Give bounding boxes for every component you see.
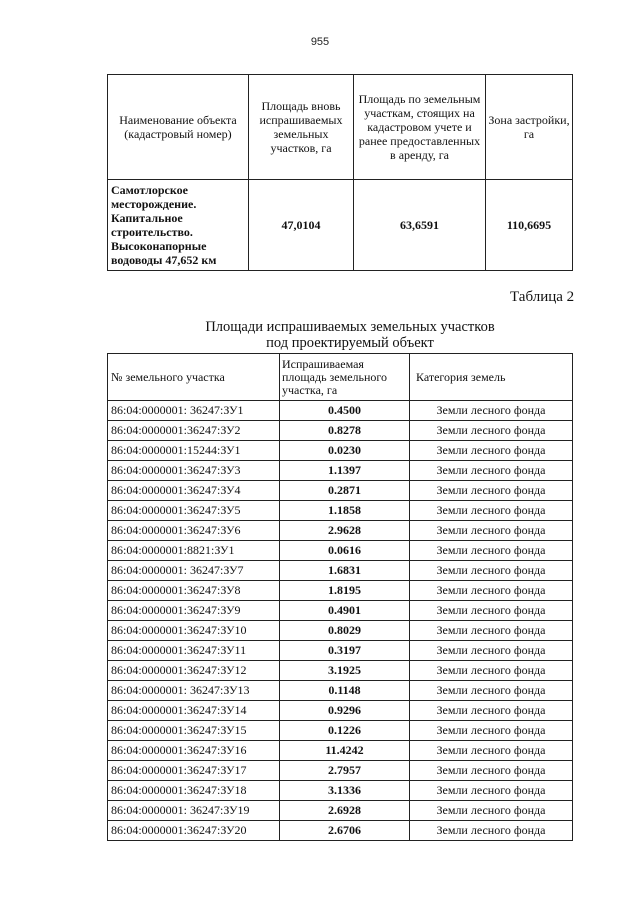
area-cell: 2.6706 [280, 821, 410, 841]
plot-number-cell: 86:04:0000001:36247:ЗУ17 [108, 761, 280, 781]
object-area-table [107, 74, 573, 271]
object-name-cell: Самотлорское месторождение. Капитальное строительство. Высоконапорные водоводы 47,652 км [108, 180, 249, 271]
land-category-cell: Земли лесного фонда [410, 821, 573, 841]
land-category-cell: Земли лесного фонда [410, 421, 573, 441]
area-cell: 2.9628 [280, 521, 410, 541]
table-row [108, 421, 573, 441]
land-category-cell: Земли лесного фонда [410, 561, 573, 581]
plot-number-cell: 86:04:0000001: 36247:ЗУ7 [108, 561, 280, 581]
plot-number-cell: 86:04:0000001:36247:ЗУ14 [108, 701, 280, 721]
area-cell: 0.8029 [280, 621, 410, 641]
plot-number-cell: 86:04:0000001:36247:ЗУ10 [108, 621, 280, 641]
table-row [108, 180, 573, 271]
land-category-cell: Земли лесного фонда [410, 521, 573, 541]
land-category-cell: Земли лесного фонда [410, 681, 573, 701]
table-row [108, 401, 573, 421]
land-category-cell: Земли лесного фонда [410, 621, 573, 641]
table-row [108, 521, 573, 541]
plot-number-cell: 86:04:0000001:36247:ЗУ4 [108, 481, 280, 501]
area-cell: 1.6831 [280, 561, 410, 581]
registered-area-cell: 63,6591 [354, 180, 486, 271]
plot-number-cell: 86:04:0000001:36247:ЗУ6 [108, 521, 280, 541]
land-category-cell: Земли лесного фонда [410, 721, 573, 741]
table-row [108, 601, 573, 621]
area-cell: 3.1336 [280, 781, 410, 801]
land-category-cell: Земли лесного фонда [410, 761, 573, 781]
land-category-cell: Земли лесного фонда [410, 661, 573, 681]
table-row [108, 781, 573, 801]
area-cell: 3.1925 [280, 661, 410, 681]
header-new-area: Площадь вновь испрашиваемых земельных участков, га [249, 75, 354, 180]
plot-number-cell: 86:04:0000001:36247:ЗУ9 [108, 601, 280, 621]
header-zone: Зона застройки, га [486, 75, 573, 180]
area-cell: 0.1226 [280, 721, 410, 741]
area-cell: 0.2871 [280, 481, 410, 501]
land-category-cell: Земли лесного фонда [410, 801, 573, 821]
land-plots-table [107, 353, 573, 841]
header-land-category: Категория земель [410, 354, 573, 401]
plot-number-cell: 86:04:0000001:36247:ЗУ3 [108, 461, 280, 481]
land-category-cell: Земли лесного фонда [410, 701, 573, 721]
table-row [108, 641, 573, 661]
table-row [108, 621, 573, 641]
land-category-cell: Земли лесного фонда [410, 461, 573, 481]
table-row [108, 501, 573, 521]
area-cell: 0.4500 [280, 401, 410, 421]
header-registered-area: Площадь по земельным участкам, стоящих на кадастровом учете и ранее предоставленных в аренду, га [354, 75, 486, 180]
table-row [108, 741, 573, 761]
plot-number-cell: 86:04:0000001:36247:ЗУ18 [108, 781, 280, 801]
land-category-cell: Земли лесного фонда [410, 441, 573, 461]
table-row [108, 541, 573, 561]
plot-number-cell: 86:04:0000001:36247:ЗУ11 [108, 641, 280, 661]
table-row [108, 821, 573, 841]
plot-number-cell: 86:04:0000001: 36247:ЗУ13 [108, 681, 280, 701]
area-cell: 0.8278 [280, 421, 410, 441]
plot-number-cell: 86:04:0000001:36247:ЗУ16 [108, 741, 280, 761]
area-cell: 11.4242 [280, 741, 410, 761]
area-cell: 2.6928 [280, 801, 410, 821]
area-cell: 0.9296 [280, 701, 410, 721]
area-cell: 0.0230 [280, 441, 410, 461]
table-row [108, 721, 573, 741]
table-header-row [108, 354, 573, 401]
area-cell: 1.1858 [280, 501, 410, 521]
plot-number-cell: 86:04:0000001: 36247:ЗУ19 [108, 801, 280, 821]
table-row [108, 461, 573, 481]
new-area-cell: 47,0104 [249, 180, 354, 271]
zone-cell: 110,6695 [486, 180, 573, 271]
header-object-name: Наименование объекта (кадастровый номер) [108, 75, 249, 180]
plot-number-cell: 86:04:0000001:8821:ЗУ1 [108, 541, 280, 561]
table-header-row [108, 75, 573, 180]
table-row [108, 441, 573, 461]
plot-number-cell: 86:04:0000001:36247:ЗУ15 [108, 721, 280, 741]
area-cell: 1.1397 [280, 461, 410, 481]
table-title-line: под проектируемый объект [266, 335, 434, 351]
area-cell: 2.7957 [280, 761, 410, 781]
land-category-cell: Земли лесного фонда [410, 601, 573, 621]
plot-number-cell: 86:04:0000001:36247:ЗУ12 [108, 661, 280, 681]
table-row [108, 481, 573, 501]
area-cell: 1.8195 [280, 581, 410, 601]
header-requested-area: Испрашиваемая площадь земельного участка, га [280, 354, 410, 401]
plot-number-cell: 86:04:0000001:36247:ЗУ5 [108, 501, 280, 521]
plot-number-cell: 86:04:0000001:36247:ЗУ8 [108, 581, 280, 601]
table-row [108, 761, 573, 781]
table-row [108, 581, 573, 601]
area-cell: 0.0616 [280, 541, 410, 561]
table-row [108, 561, 573, 581]
table-title [0, 319, 640, 351]
page-number: 955 [310, 36, 330, 48]
plot-number-cell: 86:04:0000001: 36247:ЗУ1 [108, 401, 280, 421]
header-plot-number: № земельного участка [108, 354, 280, 401]
area-cell: 0.3197 [280, 641, 410, 661]
table-caption: Таблица 2 [510, 289, 575, 305]
land-category-cell: Земли лесного фонда [410, 541, 573, 561]
land-category-cell: Земли лесного фонда [410, 741, 573, 761]
table-row [108, 701, 573, 721]
land-category-cell: Земли лесного фонда [410, 481, 573, 501]
table-row [108, 681, 573, 701]
table-row [108, 801, 573, 821]
land-category-cell: Земли лесного фонда [410, 501, 573, 521]
land-category-cell: Земли лесного фонда [410, 641, 573, 661]
plot-number-cell: 86:04:0000001:36247:ЗУ20 [108, 821, 280, 841]
land-category-cell: Земли лесного фонда [410, 401, 573, 421]
table-row [108, 661, 573, 681]
area-cell: 0.4901 [280, 601, 410, 621]
land-category-cell: Земли лесного фонда [410, 581, 573, 601]
area-cell: 0.1148 [280, 681, 410, 701]
plot-number-cell: 86:04:0000001:36247:ЗУ2 [108, 421, 280, 441]
land-category-cell: Земли лесного фонда [410, 781, 573, 801]
plot-number-cell: 86:04:0000001:15244:ЗУ1 [108, 441, 280, 461]
table-title-line: Площади испрашиваемых земельных участков [205, 319, 495, 335]
